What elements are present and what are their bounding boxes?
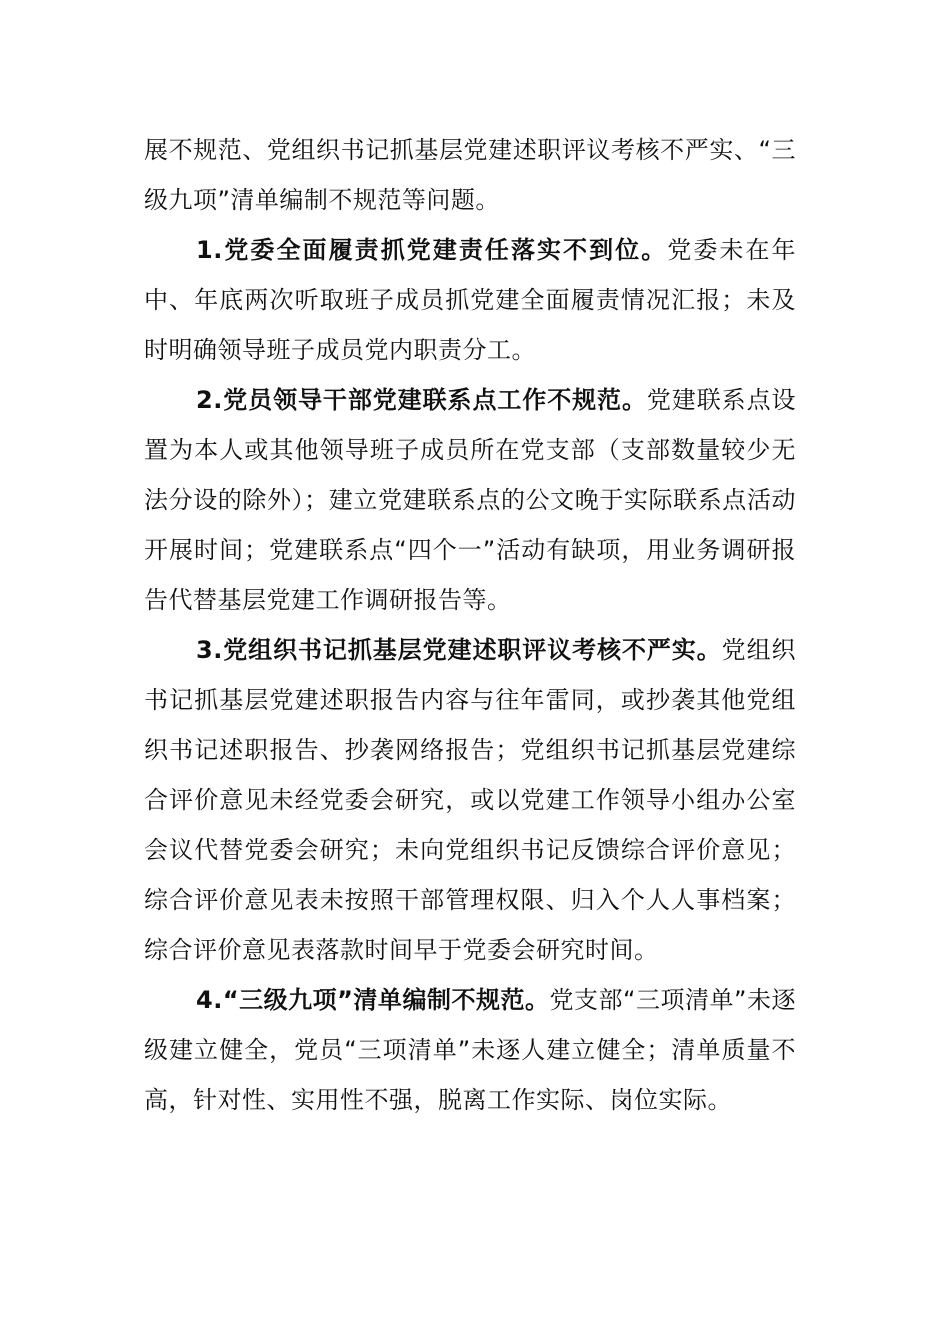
intro-paragraph: 展不规范、党组织书记抓基层党建述职评议考核不严实、“三级九项”清单编制不规范等问题。	[144, 136, 796, 214]
item-1-heading: 1.党委全面履责抓党建责任落实不到位。	[196, 236, 668, 264]
item-2-heading: 2.党员领导干部党建联系点工作不规范。	[196, 386, 647, 414]
item-4-heading: 4.“三级九项”清单编制不规范。	[196, 986, 550, 1014]
item-1-paragraph	[144, 225, 796, 375]
item-1-body: 党委未在年中、年底两次听取班子成员抓党建全面履责情况汇报；未及时明确领导班子成员党内职责分工。	[144, 236, 796, 364]
item-4-paragraph	[144, 975, 796, 1125]
item-2-paragraph	[144, 375, 796, 625]
item-3-body: 党组织书记抓基层党建述职报告内容与往年雷同，或抄袭其他党组织书记述职报告、抄袭网络报告；党组织书记抓基层党建综合评价意见未经党委会研究，或以党建工作领导小组办公室会议代替党委会研究；未向党组织书记反馈综合评价意见；综合评价意见表未按照干部管理权限、归入个人人事档案；综合评价意见表落款时间早于党委会研究时间。	[144, 636, 796, 964]
item-3-paragraph	[144, 625, 796, 975]
item-2-body: 党建联系点设置为本人或其他领导班子成员所在党支部（支部数量较少无法分设的除外）；建立党建联系点的公文晚于实际联系点活动开展时间；党建联系点“四个一”活动有缺项，用业务调研报告代替基层党建工作调研报告等。	[144, 386, 796, 614]
item-3-heading: 3.党组织书记抓基层党建述职评议考核不严实。	[196, 636, 722, 664]
item-4-body: 党支部“三项清单”未逐级建立健全，党员“三项清单”未逐人建立健全；清单质量不高，针对性、实用性不强，脱离工作实际、岗位实际。	[144, 986, 796, 1114]
document-body	[144, 125, 796, 1125]
